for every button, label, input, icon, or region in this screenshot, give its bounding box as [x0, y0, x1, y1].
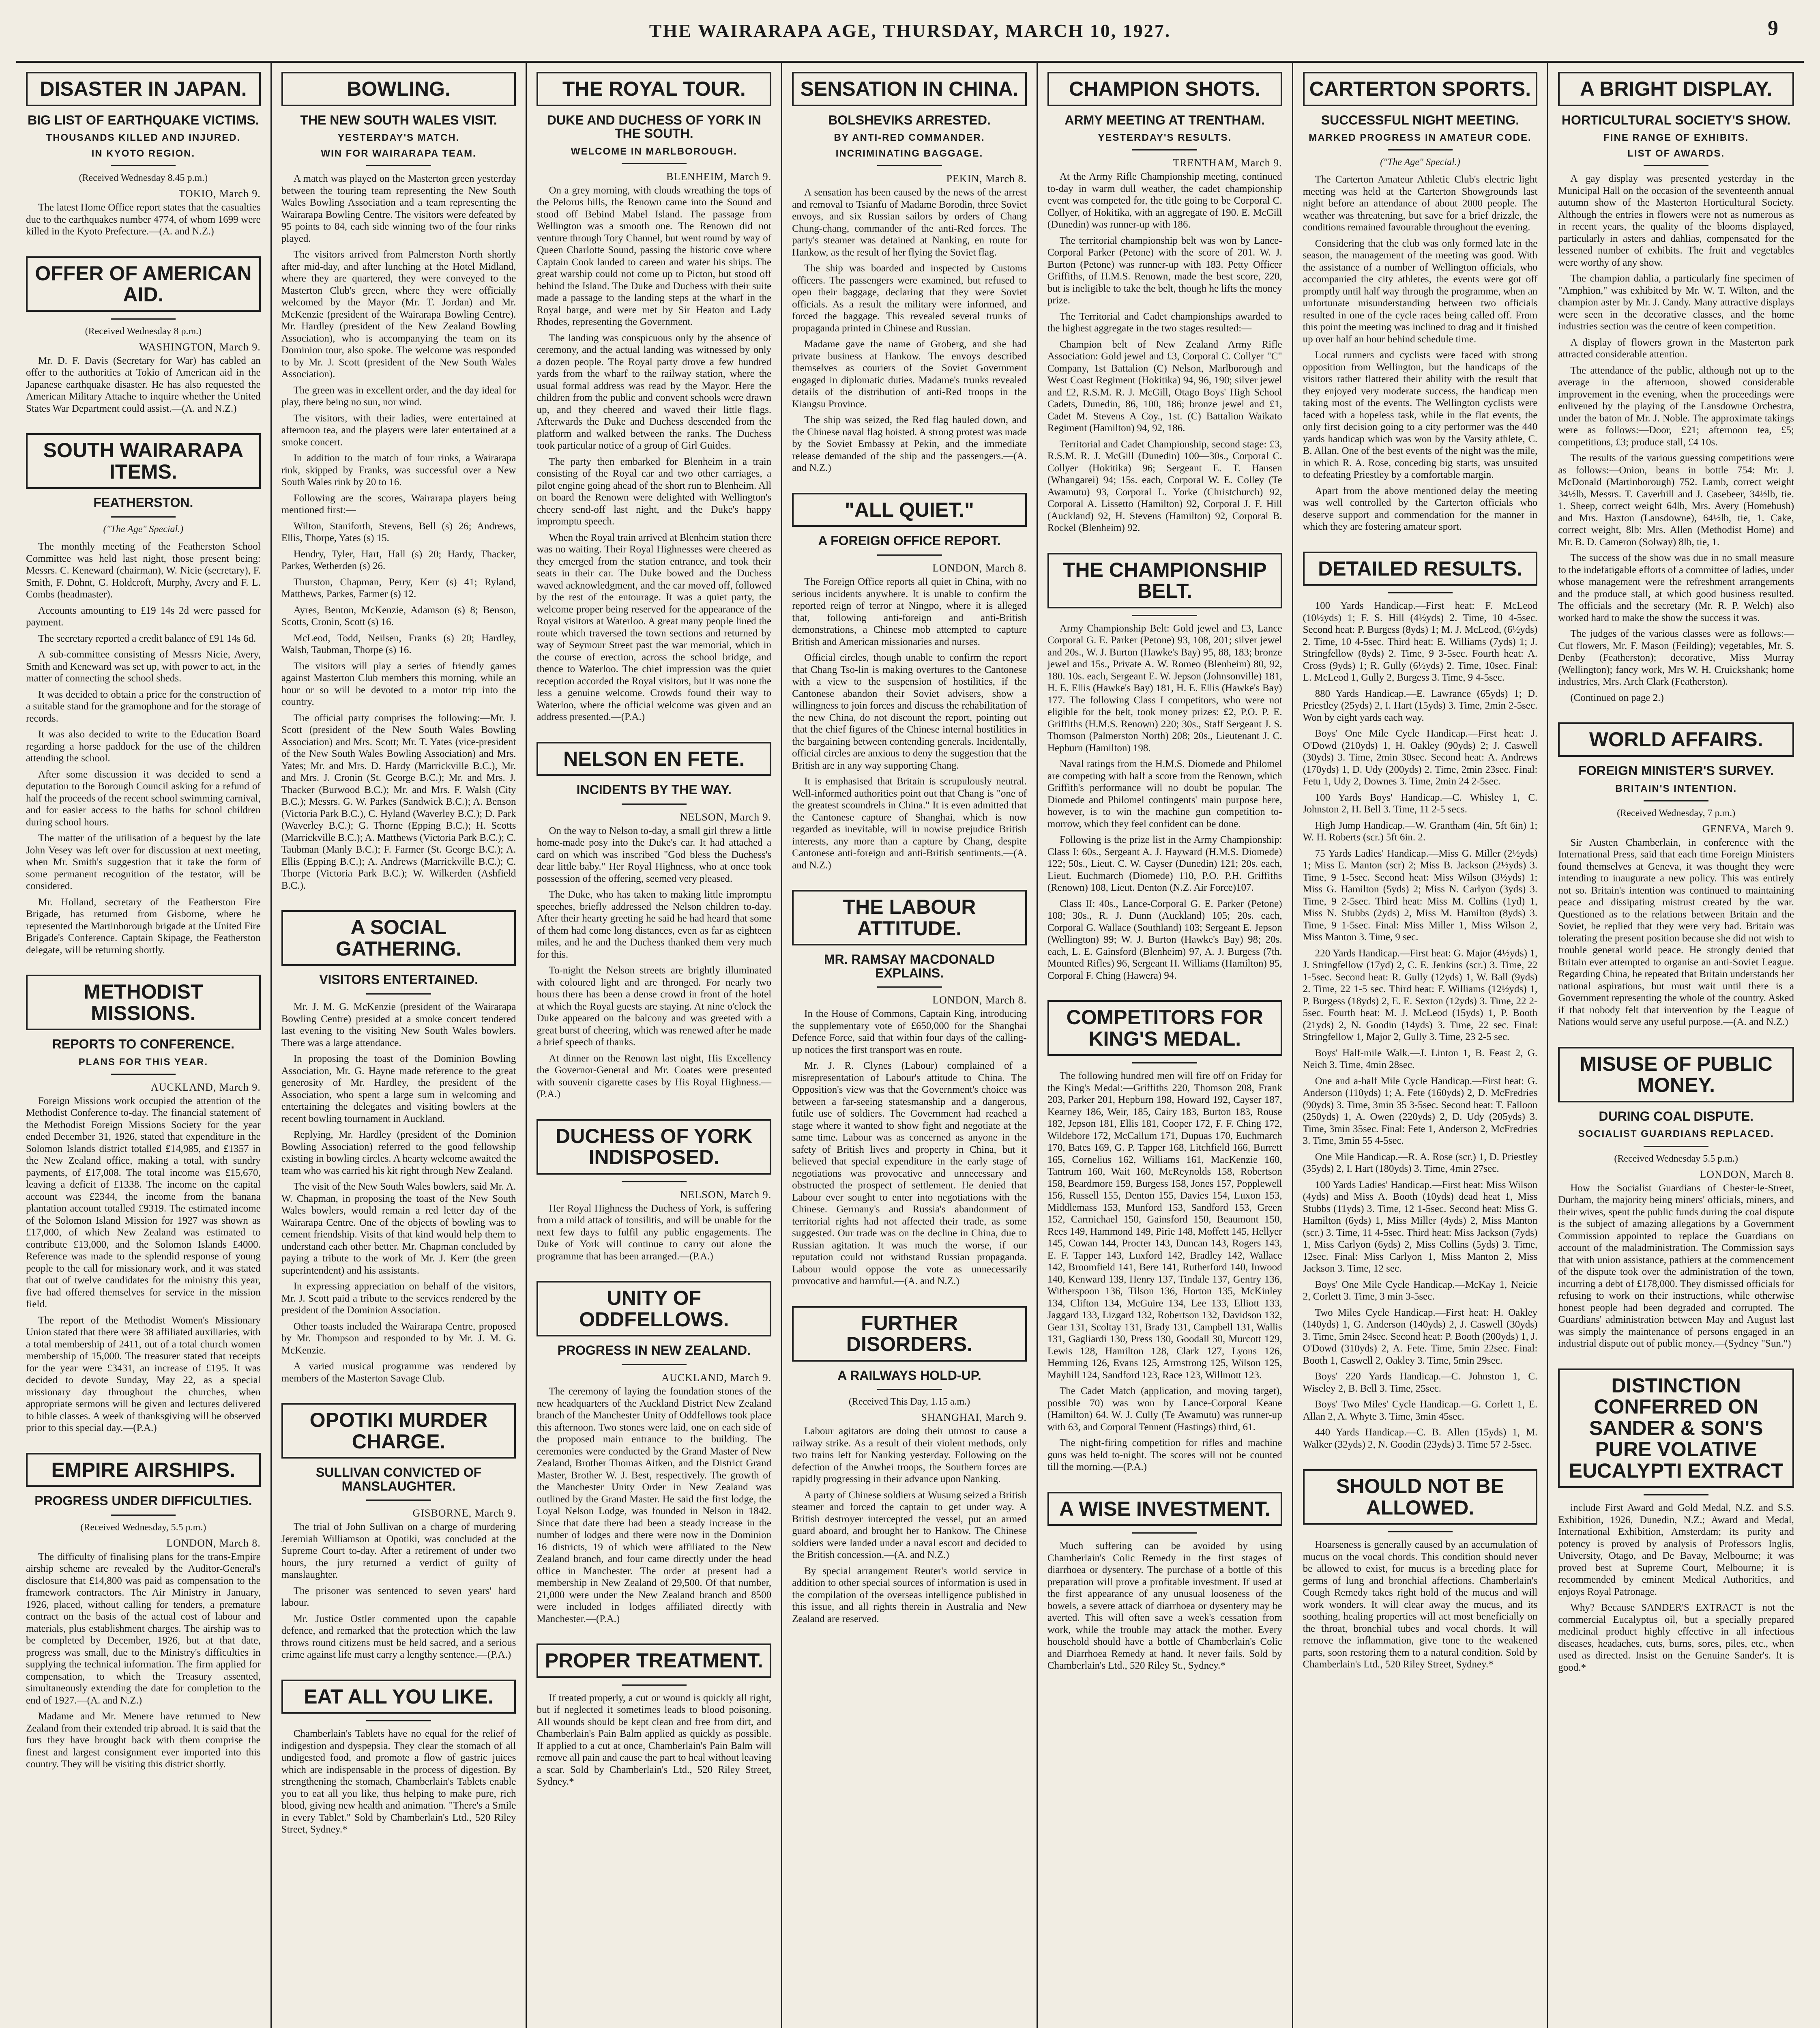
article	[1047, 72, 1282, 534]
dateline: GENEVA, March 9.	[1702, 823, 1794, 835]
article-paragraph: Naval ratings from the H.M.S. Diomede and Philomel are competing with half a score from the Renown, which Griffith's performance will no doubt be popular. The Diomede and Philomel contingents' main purpose here, however, is to win the machine gun competition to-morrow, which they feel confident can be done.	[1047, 758, 1282, 829]
article-subheading: A RAILWAYS HOLD-UP.	[837, 1368, 981, 1383]
article-headline: BOWLING.	[281, 72, 516, 106]
article-headline: NELSON EN FETE.	[537, 742, 771, 776]
article-paragraph: Madame and Mr. Menere have returned to New Zealand from their extended trip abroad. It is said that the furs they have brought back with them comprise the finest and largest consignment ever imported into this country. They will be visiting this district shortly.	[26, 1711, 261, 1770]
article	[792, 890, 1027, 1287]
article-subheading: THE NEW SOUTH WALES VISIT.	[300, 112, 497, 127]
divider-rule	[622, 803, 687, 805]
article	[792, 493, 1027, 871]
article-paragraph: A gay display was presented yesterday in the Municipal Hall on the occasion of the seventeenth annual autumn show of the Masterton Horticultural Society. Although the entries in flowers were not as numerous as in recent years, the quality of the blooms displayed, particularly in asters and dahlias, compensated for the lessened number of exhibits. The fruit and vegetables were worthy of any show.	[1558, 173, 1794, 268]
article-paragraph: A match was played on the Masterton green yesterday between the touring team representing the New South Wales Bowling Association and a team representing the Wairarapa Bowling Centre. The visitors were defeated by 95 points to 84, each side winning two of the four rinks played.	[281, 173, 516, 244]
article-paragraph: The champion dahlia, a particularly fine specimen of "Amphion," was exhibited by Mr. W. T. Wilton, and the champion aster by Mr. J. Candy. Many attractive displays were seen in the decorative classes, and the home industries section was the centre of keen competition.	[1558, 273, 1794, 332]
article-subheading: ARMY MEETING AT TRENTHAM.	[1065, 112, 1265, 127]
article-subheading: WELCOME IN MARLBOROUGH.	[571, 146, 737, 157]
article	[1558, 72, 1794, 704]
article-paragraph: McLeod, Todd, Neilsen, Franks (s) 20; Hardley, Walsh, Taubman, Thorpe (s) 16.	[281, 632, 516, 656]
article	[1303, 72, 1538, 533]
article-paragraph: High Jump Handicap.—W. Grantham (4in, 5ft 6in) 1; W. H. Roberts (scr.) 5ft 6in. 2.	[1303, 820, 1538, 843]
received-line: (Received Wednesday, 5.5 p.m.)	[80, 1522, 206, 1533]
article-paragraph: In proposing the toast of the Dominion Bowling Association, Mr. G. Hayne made reference to the great generosity of Mr. Hardley, the president of the Association, who spent a large sum in welcoming and entertaining the delegates and visiting bowlers at the recent bowling tournament in Auckland.	[281, 1053, 516, 1124]
article-paragraph: One and a-half Mile Cycle Handicap.—First heat: G. Anderson (110yds) 1; A. Fete (160yds) 2, D. McFredries (90yds) 3. Time, 3min 35 3-5sec. Second heat: T. Falloon (250yds) 1, A. Owen (220yds) 2, D. Udy (205yds) 3. Time, 3min 35sec. Final: Fete 1, Anderson 2, McFredries 3. Time, 3min 55 4-5sec.	[1303, 1075, 1538, 1147]
special-note: ("The Age" Special.)	[1380, 157, 1460, 168]
article	[537, 742, 771, 1100]
article-paragraph: The ceremony of laying the foundation stones of the new headquarters of the Auckland District New Zealand branch of the Manchester Unity of Oddfellows took place this afternoon. Two stones were laid, one on each side of the proposed main entrance to the building. The ceremonies were conducted by the Grand Master of New Zealand, Brother Thomas Aitken, and the District Grand Master, Brother W. J. Best, respectively. The growth of the Manchester Unity Order in New Zealand was outlined by the Grand Master. He said the first lodge, the Loyal Nelson Lodge, was founded in Nelson in 1842. Since that date there had been a steady increase in the number of lodges and there were now in the Dominion 16 districts, 19 of which were affiliated to the New Zealand branch, and four came directly under the head office in Manchester. The order at present had a membership in New Zealand of 29,500. Of that number, 21,000 were under the New Zealand branch and 8500 were included in lodges affiliated directly with Manchester.—(P.A.)	[537, 1386, 772, 1624]
article-paragraph: Two Miles Cycle Handicap.—First heat: H. Oakley (140yds) 1, G. Anderson (140yds) 2, J. Caswell (30yds) 3. Time, 5min 24sec. Second heat: P. Booth (200yds) 1, J. O'Dowd (310yds) 2, A. Fete. Time, 5min 22sec. Final: Booth 1, Caswell 2, Oakley 3. Time, 5min 29sec.	[1303, 1307, 1538, 1366]
article-subheading: HORTICULTURAL SOCIETY'S SHOW.	[1561, 112, 1791, 127]
article-paragraph: Chamberlain's Tablets have no equal for the relief of indigestion and dyspepsia. They clear the stomach of all undigested food, and promote a flow of gastric juices which are indispensable in the process of digestion. By strengthening the stomach, Chamberlain's Tablets enable you to eat all you like, thus helping to make pure, rich blood, giving new health and animation. "There's a Smile in every Tablet." Sold by Chamberlain's Ltd., 520 Riley Street, Sydney.*	[281, 1728, 516, 1835]
article	[1303, 552, 1538, 1451]
article	[281, 910, 516, 1384]
article-subheading: PLANS FOR THIS YEAR.	[78, 1056, 208, 1068]
article-subheading: FEATHERSTON.	[93, 495, 193, 510]
article-paragraph: The secretary reported a credit balance of £91 14s 6d.	[38, 633, 256, 644]
column	[16, 63, 272, 2028]
article-paragraph: One Mile Handicap.—R. A. Rose (scr.) 1, D. Priestley (35yds) 2, I. Hart (180yds) 3. Time, 4min 27sec.	[1303, 1151, 1538, 1175]
article-paragraph: Considering that the club was only formed late in the season, the management of the meeting was good. With the assistance of a number of Wellington officials, who accompanied the city athletes, the events were got off promptly until half way through the programme, when an unfortunate misunderstanding between two officials resulted in one of the cycle races being called off. From this point the meeting was inclined to drag and it finished up over half an hour behind schedule time.	[1303, 238, 1538, 345]
received-line: (Received Wednesday 8 p.m.)	[85, 326, 202, 337]
article-subheading: A FOREIGN OFFICE REPORT.	[818, 533, 1001, 548]
article	[26, 72, 261, 238]
article-paragraph: The following hundred men will fire off on Friday for the King's Medal:—Griffiths 220, Thomson 208, Frank 203, Parker 201, Hepburn 198, Howard 192, Cayser 187, Kearney 186, Weir, 185, Cairy 183, Burton 183, Rouse 182, Jepson 181, Ellis 181, Cooper 172, F. F. Ching 172, Wildebore 172, McCallum 171, Dupuas 170, Euchmarch 170, Bates 169, G. P. Tapper 168, Litchfield 166, Burrett 165, Cornelius 162, Williams 161, MacKenzie 160, Tantrum 160, Wait 160, McReynolds 158, Robertson 158, Beardmore 159, Burgess 158, Jones 157, Popplewell 156, Russell 155, Denton 155, Davies 154, Luxon 153, Middlemass 153, Munford 153, Sandford 153, Green 152, Carmichael 150, Gainsford 150, Beaumont 150, Rees 149, Hammond 149, Pirie 148, Moffett 145, Hellyer 145, Cowan 144, Procter 143, Duncan 143, Rogers 143, E. F. Tapper 143, Luxford 142, Bradley 142, Wallace 142, Broomfield 141, Bere 141, Rutherford 140, Inwood 140, Kenward 139, Henry 137, Tindale 137, Gentry 136, Witherspoon 136, Tilson 136, Horton 135, McKinley 134, Clifton 134, McGuire 134, Lee 133, Elliott 133, Jaggard 133, Lizgard 132, Robertson 132, Davidson 132, Gear 131, Scoltay 131, Brady 131, Campbell 131, Wallis 131, Gagliardi 130, Press 130, Goodall 30, Murcott 129, Lewis 128, Hamilton 128, Clark 127, Lyons 126, Hemming 126, Evans 125, Armstrong 125, Wilson 125, Mayhill 124, Sandford 123, Race 123, Willmott 123.	[1047, 1070, 1282, 1381]
article-paragraph: Mr. J. R. Clynes (Labour) complained of a misrepresentation of Labour's attitude to China. The Opposition's view was that the Government's choice was between a far-seeing statesmanship and a dangerous, futile use of soldiers. The Government had reached a stage where it wanted to show fight and negotiate at the same time. Labour was as concerned as anyone in the safety of British lives and property in China, but it believed that special expenditure in the early stage of negotiations was provocative and unnecessary and obstructed the prospect of settlement. He denied that Labour ever sought to enter into negotiations with the Chinese. Germany's and Russia's abandonment of territorial rights had not affected their trade, as some suggested. Our trade was on the decline in China, due to Russian agitation. It was much the worse, if our reputation could not withstand Russian propaganda. Labour would oppose the vote as unnecessarily provocative and harmful.—(A. and N.Z.)	[792, 1060, 1027, 1287]
divider-rule	[622, 1684, 687, 1686]
column	[1293, 63, 1549, 2028]
article-paragraph: To-night the Nelson streets are brightly illuminated with coloured light and are thronged. For nearly two hours there has been a dense crowd in front of the hotel at which the Royal guests are staying. At nine o'clock the Duke appeared on the balcony and was greeted with a great burst of cheering, which was renewed after he made a brief speech of thanks.	[537, 965, 772, 1048]
article	[537, 1119, 771, 1263]
article-paragraph: Hoarseness is generally caused by an accumulation of mucus on the vocal chords. This condition should never be allowed to exist, for mucus is a breeding place for germs of lung and bronchial affections. Chamberlain's Cough Remedy takes right hold of the mucus and will work wonders. It will clear away the mucus, and its soothing, healing properties will act most beneficially on the throat, bronchial tubes and vocal chords. It will remove the inflammation, give tone to the weakened parts, soon restoring them to a natural condition. Sold by Chamberlain's Ltd., 520 Riley Street, Sydney.*	[1303, 1539, 1538, 1670]
article-paragraph: 100 Yards Ladies' Handicap.—First heat: Miss Wilson (4yds) and Miss A. Booth (10yds) dead heat 1, Miss Stubbs (11yds) 3. Time, 12 1-5sec. Second heat: Miss G. Hamilton (6yds) 1, Miss Miller (4yds) 2, Miss Manton (scr.) 3. Time, 11 4-5sec. Third heat: Miss Jackson (7yds) 1, Miss Carlyon (6yds) 2, Miss Collins (5yds) 3. Time, 12sec. Final: Miss Carlyon 1, Miss Manton 2, Miss Jackson 3. Time, 12 sec.	[1303, 1179, 1538, 1274]
article-headline: THE CHAMPIONSHIP BELT.	[1047, 553, 1282, 608]
dateline: LONDON, March 8.	[932, 994, 1027, 1006]
article-paragraph: The Cadet Match (application, and moving target), possible 70) was won by Lance-Corporal Keane (Hamilton) 64. W. J. Cully (Te Awamutu) was runner-up with 63, and Corporal Tennent (Hastings) third, 61.	[1047, 1386, 1282, 1433]
article-paragraph: Ayres, Benton, McKenzie, Adamson (s) 8; Benson, Scotts, Cronin, Scott (s) 16.	[281, 604, 516, 628]
article-headline: SOUTH WAIRARAPA ITEMS.	[26, 433, 261, 489]
dateline: BLENHEIM, March 9.	[666, 170, 772, 183]
article-headline: MISUSE OF PUBLIC MONEY.	[1558, 1047, 1794, 1102]
article	[1558, 1047, 1794, 1350]
column	[272, 63, 527, 2028]
article-paragraph: include First Award and Gold Medal, N.Z. and S.S. Exhibition, 1926, Dunedin, N.Z.; Award and Medal, International Exhibition, Amsterdam; its purity and potency is proved by analysis of Professors Inglis, University, Otago, and De Bavay, Melbourne; it was proved best at Supreme Court, Melbourne; it is recommended by eminent Medical Authorities, and enjoys Royal Patronage.	[1558, 1502, 1794, 1597]
article-subheading: IN KYOTO REGION.	[91, 148, 195, 159]
article-subheading: BY ANTI-RED COMMANDER.	[834, 132, 985, 144]
dateline: GISBORNE, March 9.	[412, 1507, 516, 1519]
article-headline: WORLD AFFAIRS.	[1558, 722, 1794, 757]
divider-rule	[1132, 1062, 1197, 1063]
article-paragraph: Boys' One Mile Cycle Handicap.—McKay 1, Neicie 2, Corlett 3. Time, 3 min 3-5sec.	[1303, 1279, 1538, 1302]
divider-rule	[111, 318, 176, 320]
article-paragraph: The ship was boarded and inspected by Customs officers. The passengers were examined, but refused to open their baggage, declaring that they were Soviet officials. As a result the military were informed, and forced the baggage. This revealed several trunks of propaganda printed in Chinese and Russian.	[792, 263, 1027, 334]
article-headline: THE LABOUR ATTITUDE.	[792, 890, 1027, 945]
article-paragraph: The report of the Methodist Women's Missionary Union stated that there were 38 affiliated auxiliaries, with a total membership of 2411, out of a total church women membership of 15,000. The treasurer stated that receipts for the year were £3431, an increase of £195. It was decided to devote Sunday, May 22, as a special missionary day throughout the churches, when appropriate sermons will be given and lectures delivered to bible classes. A week of thanksgiving will be observed prior to this special day.—(P.A.)	[26, 1315, 261, 1434]
article-paragraph: Champion belt of New Zealand Army Rifle Association: Gold jewel and £3, Corporal C. Collyer "C" Company, 1st Battalion (C) Nelson, Marlborough and West Coast Regiment (Hokitika) 94, 96, 190; silver jewel and £2, R.S.M. R. J. McGill, Otago Boys' High School Cadets, Dunedin, 86, 100, 186; bronze jewel and £1, Cadet M. Stevens A Coy., 1st. (C) Battalion Waikato Regiment (Hamilton) 94, 92, 186.	[1047, 339, 1282, 434]
article	[1558, 1368, 1794, 1674]
article	[1558, 722, 1794, 1028]
divider-rule	[1388, 592, 1453, 593]
article-paragraph: It was also decided to write to the Education Board regarding a horse paddock for the use of the children attending the school.	[26, 729, 261, 764]
article-paragraph: On the way to Nelson to-day, a small girl threw a little home-made posy into the Duke's car. It had attached a card on which was inscribed "God bless the Duchess's dear little baby." Her Royal Highness, who at once took possession of the offering, seemed very pleased.	[537, 825, 772, 884]
divider-rule	[1644, 165, 1708, 166]
article	[1047, 1492, 1282, 1672]
divider-rule	[1388, 1531, 1453, 1532]
article-paragraph: The latest Home Office report states that the casualties due to the earthquakes number 4774, of whom 1699 were killed in the Kyoto Prefecture.—(A. and N.Z.)	[26, 202, 261, 237]
divider-rule	[1132, 149, 1197, 150]
divider-rule	[111, 516, 176, 518]
divider-rule	[877, 986, 942, 988]
received-line: (Received Wednesday 8.45 p.m.)	[79, 173, 208, 184]
article-paragraph: Following is the prize list in the Army Championship: Class I: 60s., Sergeant A. J. Hayward (H.M.S. Diomede) 122; 50s., Lieut. C. W. Cayser (Dunedin) 121; 20s. each, Lieut. Euchmarch (Diomede) 110, P.O. P.H. Griffiths (Renown) 108, Lieut. Denton (N.Z. Air Force)107.	[1047, 834, 1282, 894]
divider-rule	[111, 1074, 176, 1075]
article-paragraph: The judges of the various classes were as follows:—Cut flowers, Mr. F. Mason (Feilding); vegetables, Mr. S. Denby (Featherston); decorative, Miss Murray (Wellington); fancy work, Mrs W. H. Cruickshank; home industries, Mrs. Arch Clark (Featherston).	[1558, 628, 1794, 687]
article-paragraph: Why? Because SANDER'S EXTRACT is not the commercial Eucalyptus oil, but a specially prepared medicinal product highly effective in all infectious diseases, headaches, cuts, burns, sores, piles, etc., when used as directed. Insist on the Genuine Sander's. It is good.*	[1558, 1602, 1794, 1673]
article-paragraph: Other toasts included the Wairarapa Centre, proposed by Mr. Thompson and responded to by Mr. J. M. G. McKenzie.	[281, 1321, 516, 1356]
article-subheading: WIN FOR WAIRARAPA TEAM.	[321, 148, 476, 159]
article-paragraph: 220 Yards Handicap.—First heat: G. Major (4½yds) 1, J. Stringfellow (17yd) 2, C. E. Jenkins (scr.) 3. Time, 22 1-5sec. Second heat: R. Gully (12yds) 1, W. Ball (9yds) 2. Time, 22 1-5 sec. Third heat: F. Williams (12½yds) 1, P. Burgess (18yds) 2, E. E. Sexton (12yds) 3. Time, 22 2-5sec. Fourth heat: M. J. McLeod (15yds) 1, P. Booth (21yds) 2, N. Goodin (14yds) 3. Time, 22 sec. Final: Stringfellow 1, Major 2, Gully 3. Time, 23 2-5 sec.	[1303, 947, 1538, 1043]
article-subheading: LIST OF AWARDS.	[1627, 148, 1725, 159]
article	[26, 433, 261, 956]
article-paragraph: Official circles, though unable to confirm the report that Chang Tso-lin is making overtures to the Cantonese with a view to the suspension of hostilities, if the Cantonese abandon their Soviet advisers, show a willingness to join forces and discuss the rehabilitation of the new China, do not discount the report, pointing out that the chief figures of the Chinese internal hostilities in the bargaining between contending generals. Incidentally, official circles are anxious to deny the suggestion that the British are in any way supporting Chang.	[792, 652, 1027, 771]
article-headline: DISTINCTION CONFERRED ON SANDER & SON'S PURE VOLATIVE EUCALYPTI EXTRACT	[1558, 1368, 1794, 1488]
masthead-title: THE WAIRARAPA AGE, THURSDAY, MARCH 10, 1927.	[649, 20, 1171, 41]
dateline: PEKIN, March 8.	[946, 173, 1027, 185]
article-paragraph: Accounts amounting to £19 14s 2d were passed for payment.	[26, 605, 261, 628]
divider-rule	[1388, 149, 1453, 150]
article-subheading: BIG LIST OF EARTHQUAKE VICTIMS.	[28, 112, 259, 127]
article-paragraph: At dinner on the Renown last night, His Excellency the Governor-General and Mr. Coates were presented with souvenir cigarette cases by His Royal Highness.—(P.A.)	[537, 1053, 772, 1100]
article-paragraph: Replying, Mr. Hardley (president of the Dominion Bowling Association) referred to the good fellowship existing in bowling circles. A hearty welcome awaited the team who was carried his kit right through New Zealand.	[281, 1129, 516, 1176]
article-headline: FURTHER DISORDERS.	[792, 1306, 1027, 1362]
article	[792, 1306, 1027, 1625]
article-paragraph: The trial of John Sullivan on a charge of murdering Jeremiah Williamson at Opotiki, was concluded at the Supreme Court to-day. After a retirement of under two hours, the jury returned a verdict of guilty of manslaughter.	[281, 1521, 516, 1581]
divider-rule	[622, 1364, 687, 1365]
article-paragraph: Mr. J. M. G. McKenzie (president of the Wairarapa Bowling Centre) presided at a smoke concert tendered last evening to the visiting New South Wales bowlers. There was a large attendance.	[281, 1001, 516, 1048]
article-paragraph: A party of Chinese soldiers at Wusung seized a British steamer and forced the captain to get under way. A British destroyer intercepted the vessel, put an armed guard aboard, and brought her to Hankow. The Chinese soldiers were landed under a naval escort and decided to the British concession.—(A. and N.Z.)	[792, 1489, 1027, 1561]
divider-rule	[366, 1720, 431, 1721]
article-subheading: PROGRESS IN NEW ZEALAND.	[557, 1343, 751, 1358]
article-headline: SHOULD NOT BE ALLOWED.	[1303, 1469, 1538, 1525]
received-line: (Received Wednesday 5.5 p.m.)	[1614, 1153, 1738, 1164]
article-paragraph: Army Championship Belt: Gold jewel and £3, Lance Corporal G. E. Parker (Petone) 93, 108, 201; silver jewel and 20s., W. J. Burton (Hawke's Bay) 95, 88, 183; bronze jewel and 15s., Private A. W. Romeo (Blenheim) 80, 92, 180. 10s. each, Sergeant E. W. Jepson (Johnsonville) 181, H. E. Ellis (Hawke's Bay) 181, H. E. Ellis (Hawke's Bay) 177. The following Class I competitors, who were not eligible for the belt, took money prizes: £2, P.O. P. E. Griffiths (H.M.S. Renown) 220; 30s., Staff Sergeant J. S. Thomson (Palmerston North) 208; 20s., Lieutenant J. C. Hepburn (Hamilton) 198.	[1047, 623, 1282, 754]
article-paragraph: 100 Yards Boys' Handicap.—C. Whisley 1, C. Johnston 2, H. Bell 3. Time, 11 2-5 secs.	[1303, 792, 1538, 815]
divider-rule	[1644, 1146, 1708, 1147]
article-paragraph: The ship was seized, the Red flag hauled down, and the Chinese naval flag hoisted. A strong protest was made by the Soviet Embassy at Pekin, and the immediate release demanded of the ship and the passengers.—(A. and N.Z.)	[792, 415, 1027, 474]
article	[26, 256, 261, 415]
article-paragraph: 100 Yards Handicap.—First heat: F. McLeod (10½yds) 1; F. S. Hill (4½yds) 2. Time, 10 4-5sec. Second heat: P. Burgess (8yds) 1; M. J. McLeod, (6½yds) 2. Time, 10 4-5sec. Third heat: E. Williams (7yds) 1; J. Stringfellow (8yds) 2. Time, 9 3-5sec. Fourth heat: A. Cross (9yds) 1; R. Gully (6½yds) 2. Time, 10sec. Final: L. McLeod 1, Gully 2, Burgess 3. Time, 9 4-5sec.	[1303, 600, 1538, 683]
article-headline: OPOTIKI MURDER CHARGE.	[281, 1403, 516, 1459]
dateline: TOKIO, March 9.	[178, 188, 261, 200]
article-headline: DUCHESS OF YORK INDISPOSED.	[537, 1119, 771, 1175]
article-paragraph: Her Royal Highness the Duchess of York, is suffering from a mild attack of tonsilitis, and will be unable for the next few days to fulfil any public engagements. The Duke of York will continue to carry out alone the programme that has been arranged.—(P.A.)	[537, 1203, 772, 1262]
article-headline: SENSATION IN CHINA.	[792, 72, 1027, 106]
page-number: 9	[1768, 17, 1779, 40]
article-paragraph: The results of the various guessing competitions were as follows:—Onion, beans in bottle 754: Mr. J. McDonald (Martinborough) 752. Lamb, correct weight 34½lb, Messrs. T. Caverhill and J. Casebeer, 34½lb, tie. 1. Sheep, correct weight 64lb, Mrs. Avery (Homebush) and Mrs. Haxton (Lansdowne), 64½lb, tie, 1. Cake, correct weight, 8lb: Mrs. Allen (Methodist Home) and Mr. B. D. Cameron (Solway) 8lb, tie, 1.	[1558, 453, 1794, 548]
divider-rule	[366, 993, 431, 995]
article-subheading: FINE RANGE OF EXHIBITS.	[1603, 132, 1749, 144]
divider-rule	[1132, 1532, 1197, 1534]
article-paragraph: In addition to the match of four rinks, a Wairarapa rink, skipped by Franks, was successful over a New South Wales rink by 20 to 16.	[281, 453, 516, 488]
article	[281, 72, 516, 892]
article-paragraph: The success of the show was due in no small measure to the indefatigable efforts of a committee of ladies, under whose management were the refreshment arrangements and the produce stall, at which good business resulted. The officials and the secretary (Mr. R. P. Welch) also worked hard to make the show the success it was.	[1558, 552, 1794, 623]
article-subheading: DURING COAL DISPUTE.	[1599, 1109, 1753, 1124]
article-paragraph: The green was in excellent order, and the day ideal for play, there being no sun, nor wind.	[281, 385, 516, 408]
article-subheading: INCIDENTS BY THE WAY.	[576, 782, 732, 797]
article-paragraph: A sensation has been caused by the news of the arrest and removal to Tsianfu of Madame Borodin, three Soviet envoys, and six Russian sailors by orders of Chang Chung-chang, commander of the anti-Red forces. The party's steamer was detained at Nanking, en route for Hankow, as the result of her flying the Soviet flag.	[792, 187, 1027, 258]
article-paragraph: It is emphasised that Britain is scrupulously neutral. Well-informed authorities point out that Chang is "one of the greatest scoundrels in China." It is even admitted that the Cantonese capture of Shanghai, which is now regarded as inevitable, will in nowise prejudice British interests, any more than a capture by Chang, despite Cantonese anti-foreign and anti-British sentiments.—(A. and N.Z.)	[792, 776, 1027, 871]
article-paragraph: Hendry, Tyler, Hart, Hall (s) 20; Hardy, Thacker, Parkes, Wetherden (s) 26.	[281, 548, 516, 572]
article-headline: CHAMPION SHOTS.	[1047, 72, 1282, 106]
divider-rule	[622, 163, 687, 164]
article-paragraph: How the Socialist Guardians of Chester-le-Street, Durham, the majority being miners' officials, miners, and their wives, spent the public funds during the coal dispute is the subject of amazing allegations by a Government Commission appointed to replace the Guardians on account of the maladministration. The Commission says that with union assistance, pathiers at the commencement of the dispute took over the administration of the town, incurring a debt of £178,000. They dismissed officials for refusing to work on their instructions, while otherwise honest people had been degraded and corrupted. The Guardians' administration between May and August last was simply the maintenance of persons engaged in an industrial dispute out of public money.—(Sydney "Sun.")	[1558, 1182, 1794, 1349]
article-subheading: YESTERDAY'S RESULTS.	[1098, 132, 1232, 144]
special-note: ("The Age" Special.)	[103, 524, 184, 535]
article-paragraph: The Foreign Office reports all quiet in China, with no serious incidents anywhere. It is unable to confirm the reported reign of terror at Ningpo, where it is alleged that, following anti-foreign and anti-British demonstrations, a Chinese mob attempted to capture British and American missionaries and nurses.	[792, 576, 1027, 647]
article-paragraph: Boys' One Mile Cycle Handicap.—First heat: J. O'Dowd (210yds) 1, H. Oakley (90yds) 2; J. Caswell (30yds) 3. Time, 2min 30sec. Second heat: A. Andrews (170yds) 1, D. Udy (200yds) 2. Time, 2min 23sec. Final: Fetu 1, Udy 2, Downes 3. Time, 2min 24 2-5sec.	[1303, 728, 1538, 787]
article-paragraph: After some discussion it was decided to send a deputation to the Borough Council asking for a refund of half the proceeds of the recent school swimming carnival, and for easier access to the baths for school children during school hours.	[26, 769, 261, 828]
divider-rule	[366, 165, 431, 166]
article-paragraph: Thurston, Chapman, Perry, Kerr (s) 41; Ryland, Matthews, Parkes, Farmer (s) 12.	[281, 576, 516, 600]
dateline: LONDON, March 8.	[166, 1537, 261, 1549]
divider-rule	[111, 1515, 176, 1516]
article-subheading: BOLSHEVIKS ARRESTED.	[828, 112, 991, 127]
article-paragraph: Foreign Missions work occupied the attention of the Methodist Conference to-day. The financial statement of the Methodist Foreign Missions Society for the year ended December 31, 1926, stated that expenditure in the Solomon Islands district totalled £14,985, and £1357 in the New Zealand office, making a total, with sundry payments, of £17,008. The total income was £15,670, leaving a deficit of £1338. The income on the capital account was £2344, the income from the banana plantation account totalled £9319. The estimated income of the Solomon Island Mission for 1927 was shown as £17,000, of which New Zealand was estimated to contribute £13,000, and the Solomon Islands £4000. Reference was made to the splendid response of young people to the call for missionary work, and it was stated that out of twelve candidates for the ministry this year, five had offered themselves for service in the mission field.	[26, 1095, 261, 1310]
article-headline: OFFER OF AMERICAN AID.	[26, 256, 261, 312]
article-subheading: INCRIMINATING BAGGAGE.	[835, 148, 983, 159]
divider-rule	[877, 1389, 942, 1390]
article-subheading: DUKE AND DUCHESS OF YORK IN THE SOUTH.	[547, 112, 761, 141]
article-paragraph: The Territorial and Cadet championships awarded to the highest aggregate in the two stages resulted:—	[1047, 311, 1282, 334]
article-paragraph: The visitors will play a series of friendly games against Masterton Club members this morning, while an hour or so will be devoted to a motor trip into the country.	[281, 660, 516, 708]
article-headline: A WISE INVESTMENT.	[1047, 1492, 1282, 1526]
article-paragraph: Much suffering can be avoided by using Chamberlain's Colic Remedy in the first stages of diarrhoea or dysentery. The purchase of a bottle of this preparation will prove a profitable investment. If used at the first appearance of any unusual looseness of the bowels, a severe attack of diarrhoea or dysentery may be averted. This will often save a week's cessation from work, while the trouble may attack the mother. Every household should have a bottle of Chamberlain's Colic and Diarrhoea Remedy at hand. It never fails. Sold by Chamberlain's Ltd., 520 Riley St., Sydney.*	[1047, 1540, 1282, 1671]
article	[537, 1281, 771, 1625]
received-line: (Received This Day, 1.15 a.m.)	[848, 1396, 970, 1407]
article-subheading: FOREIGN MINISTER'S SURVEY.	[1578, 763, 1774, 778]
received-line: (Received Wednesday, 7 p.m.)	[1617, 808, 1736, 819]
article-headline: A SOCIAL GATHERING.	[281, 910, 516, 966]
article-headline: "ALL QUIET."	[792, 493, 1027, 527]
article-headline: THE ROYAL TOUR.	[537, 72, 771, 106]
article	[537, 1643, 771, 1788]
article-headline: DISASTER IN JAPAN.	[26, 72, 261, 106]
article	[1047, 553, 1282, 982]
article-paragraph: The difficulty of finalising plans for the trans-Empire airship scheme are revealed by the Auditor-General's disclosure that £14,800 was paid as compensation to the framework contractors. The Air Ministry in January, 1926, placed, without calling for tenders, a premature contract on the basis of the actual cost of labour and materials, plus establishment charges. The airship was to be completed by December, 1926, but at that date, progress was small, due to the Ministry's difficulties in supplying the technical information. The firm applied for compensation, to which the Treasury assented, simultaneously extending the date for completion to the end of 1927.—(A. and N.Z.)	[26, 1551, 261, 1706]
divider-rule	[877, 165, 942, 166]
article-paragraph: 440 Yards Handicap.—C. B. Allen (15yds) 1, M. Walker (32yds) 2, N. Goodin (23yds) 3. Time 57 2-5sec.	[1303, 1427, 1538, 1450]
article-paragraph: Territorial and Cadet Championship, second stage: £3, R.S.M. R. J. McGill (Dunedin) 100—30s., Corporal C. Collyer (Hokitika) 96; Sergeant E. T. Hansen (Whangarei) 94; 15s. each, Corporal W. E. Colley (Te Awamutu) 93, Corporal L. Yorke (Christchurch) 92, Corporal A. Lissetto (Hamilton) 92, Corporal J. F. Hill (Auckland) 92, H. Stevens (Hamilton) 92, Corporal B. Rockel (Blenheim) 92.	[1047, 438, 1282, 534]
article-paragraph: On a grey morning, with clouds wreathing the tops of the Pelorus hills, the Renown came into the Sound and stood off Bebind Mabel Island. The passage from Wellington was a smooth one. The Renown did not venture through Tory Channel, but went round by way of Queen Charlotte Sound, passing the historic cove where Captain Cook landed to careen and water his ships. The great warship could not come up to Picton, but stood off behind the Island. The Duke and Duchess with their suite made a passage to the landing steps at the wharf in the Royal barge, and were met by Sir Heaton and Lady Rhodes, representing the Government.	[537, 185, 772, 328]
article-paragraph: Boys' 220 Yards Handicap.—C. Johnston 1, C. Wiseley 2, B. Bell 3. Time, 25sec.	[1303, 1371, 1538, 1394]
article-paragraph: Madame gave the name of Groberg, and she had private business at Hankow. The envoys described themselves as couriers of the Soviet Government engaged in diplomatic duties. Madame's trunks revealed details of the distribution of anti-Red troops in the Kiangsu Province.	[792, 339, 1027, 410]
article-headline: EMPIRE AIRSHIPS.	[26, 1453, 261, 1487]
article-paragraph: The territorial championship belt was won by Lance-Corporal Parker (Petone) with the score of 201. W. J. Burton (Petone) was runner-up with 183. Petty Officer Griffiths, of H.M.S. Renown, made the best score, 220, but is ineligible to take the belt, though he lifts the money prize.	[1047, 235, 1282, 306]
dateline: AUCKLAND, March 9.	[150, 1081, 261, 1093]
article-subheading: THOUSANDS KILLED AND INJURED.	[46, 132, 241, 144]
article-headline: A BRIGHT DISPLAY.	[1558, 72, 1794, 106]
masthead	[16, 0, 1804, 63]
article-paragraph: When the Royal train arrived at Blenheim station there was no waiting. Their Royal Highnesses were cheered as they emerged from the station entrance, and took their seats in their car. The Duke bowed and the Duchess waved acknowledgment, and the car moved off, followed by the rest of the entourage. It was a quiet party, the welcome proper being reserved for the appearance of the Royal visitors at Waterloo. A great many people lined the route which traversed the town sections and returned by way of Seymour Street past the war memorial, which in the course of erection, across the school bridge, and thence to Waterloo. The chief impression was the quiet reception accorded the Royal visitors, but it was none the less a genuine welcome. Crowds found their way to Waterloo, where the official welcome was given and an address presented.—(P.A.)	[537, 532, 772, 723]
article-paragraph: Sir Austen Chamberlain, in conference with the International Press, said that each time Foreign Ministers found themselves at Geneva, it was thought they were intending to inaugurate a new policy. This was entirely not so. Britain's intention was continued to maintaining peace and dissipating mistrust created by the war. Questioned as to the relations between Britain and the Soviet, he replied that they were very bad. Britain was tolerating the present position because she did not wish to trouble general world peace. He strongly denied that Britain ever attempted to organise an anti-Soviet League. Regarding China, he repeated that Britain understands her national aspirations, but must wait until there is a Government representing the whole of the country. Asked if that nobody felt that intervention by the League of Nations would serve any useful purpose.—(A. and N.Z.)	[1558, 837, 1794, 1028]
article-paragraph: A sub-committee consisting of Messrs Nicie, Avery, Smith and Keneward was set up, with power to act, in the matter of connecting the school sheds.	[26, 649, 261, 684]
article-paragraph: Local runners and cyclists were faced with strong opposition from Wellington, but the handicaps of the visitors rather flattered their ability with the result that they enjoyed very moderate success, the handicap men taking most of the events. The Wellington cyclists were faced with a hopeless task, while in the flat events, the only first decision going to a city performer was the 440 yards handicap which was won by the Varsity athlete, C. B. Allan. One of the best events of the night was the mile, in which R. A. Rose, conceding big starts, was unsuited to defeating Priestley by a comfortable margin.	[1303, 350, 1538, 481]
article-paragraph: Boys' Two Miles' Cycle Handicap.—G. Corlett 1, E. Allan 2, A. Whyte 3. Time, 3min 45sec.	[1303, 1399, 1538, 1422]
article-paragraph: Class II: 40s., Lance-Corporal G. E. Parker (Petone) 108; 30s., R. J. Dunn (Auckland) 105; 20s. each, Corporal G. Wallace (Southland) 103; Sergeant E. Jepson (Wellington) 99; W. J. Burton (Hawke's Bay) 98; 20s. each, L. E. Gainsford (Blenheim) 97, A. J. Burgess (7th. Mounted Rifles) 96, Sergeant H. Williams (Hamilton) 95, Corporal F. Ching (Hawera) 94.	[1047, 898, 1282, 981]
divider-rule	[111, 165, 176, 166]
article-subheading: SOCIALIST GUARDIANS REPLACED.	[1578, 1128, 1774, 1140]
article-paragraph: The attendance of the public, although not up to the average in the afternoon, showed considerable improvement in the evening, when the proceedings were enlivened by the playing of the Lansdowne Orchestra, under the baton of Mr. J. Noble. The approximate takings were as follows:—Door, £21; afternoon tea, £5; competitions, £3; produce stall, £4 10s.	[1558, 365, 1794, 448]
article-headline: EAT ALL YOU LIKE.	[281, 1680, 516, 1714]
article	[26, 1453, 261, 1770]
article-paragraph: Mr. D. F. Davis (Secretary for War) has cabled an offer to the authorities at Tokio of American aid in the Japanese earthquake disaster. He has also requested the American Military Attache to inquire whether the United States War Department could assist.—(A. and N.Z.)	[26, 355, 261, 414]
article-subheading: MR. RAMSAY MACDONALD EXPLAINS.	[824, 952, 995, 980]
column	[1548, 63, 1804, 2028]
column	[527, 63, 782, 2028]
dateline: SHANGHAI, March 9.	[921, 1411, 1027, 1424]
divider-rule	[1644, 1494, 1708, 1495]
article-paragraph: Apart from the above mentioned delay the meeting was well controlled by the Carterton officials who deserve support and commendation for the manner in which they are fostering amateur sport.	[1303, 485, 1538, 533]
dateline: WASHINGTON, March 9.	[139, 341, 261, 353]
divider-rule	[1132, 615, 1197, 616]
article-paragraph: The matter of the utilisation of a bequest by the late John Vesey was left over for discussion at next meeting, when Mr. Smith's suggestion that it take the form of some permanent recognition of the testator, will be considered.	[26, 833, 261, 892]
article-paragraph: Mr. Holland, secretary of the Featherston Fire Brigade, has returned from Gisborne, where he represented the Martinborough brigade at the United Fire Brigade's Conference. Captain Skipage, the Featherston delegate, will be returning shortly.	[26, 896, 261, 956]
article-paragraph: 75 Yards Ladies' Handicap.—Miss G. Miller (2½yds) 1; Miss E. Manton (scr) 2; Miss B. Jackson (2½yds) 3. Time, 9 1-5sec. Second heat: Miss Wilson (3½yds) 1; Miss G. Hamilton (5yds) 2; Miss N. Carlyon (3yds) 3. Time, 9 2-5sec. Third heat: Miss M. Collins (1yd) 1, Miss N. Stubbs (2yds) 2, Miss M. Hamilton (8yds) 3. Time, 9 1-5sec. Final: Miss Miller 1, Miss Wilson 2, Miss Manton 3. Time, 9 sec.	[1303, 848, 1538, 943]
article	[281, 1680, 516, 1836]
article-subheading: MARKED PROGRESS IN AMATEUR CODE.	[1309, 132, 1532, 144]
dateline: LONDON, March 8.	[932, 562, 1027, 574]
article-subheading: BRITAIN'S INTENTION.	[1615, 783, 1737, 794]
article-subheading: VISITORS ENTERTAINED.	[319, 972, 478, 987]
column	[782, 63, 1038, 2028]
article-paragraph: In the House of Commons, Captain King, introducing the supplementary vote of £650,000 for the Shanghai Defence Force, said that within four days of the calling-up notices the first transport was en route.	[792, 1008, 1027, 1055]
article-paragraph: The official party comprises the following:—Mr. J. Scott (president of the New South Wales Bowling Association) and Mrs. Scott; Mr. T. Yates (vice-president of the New South Wales Bowling Association) and Mrs. Yates; Mr. and Mrs. D. Hardy (Marrickville B.C.), Mr. and Mrs. J. Cronin (St. George B.C.); Mr. and Mrs. J. Thacker (Burwood B.C.); Mr. and Mrs. F. Walsh (City B.C.); Messrs. G. W. Parkes (Sandwick B.C.); A. Benson (Victoria Park B.C.), C. Hyland (Waverley B.C.); D. Park (Waverley B.C.); G. Thorne (Epping B.C.); H. Scotts (Marrickville B.C.); A. Matthews (Victoria Park B.C.); C. Taubman (Manly B.C.); F. Farmer (St. George B.C.); A. Ellis (Epping B.C.); A. Andrews (Marrickville B.C.); C. Thorpe (Victoria Park B.C.); W. Wilkerden (Ashfield B.C.).	[281, 712, 516, 891]
article-subheading: SULLIVAN CONVICTED OF MANSLAUGHTER.	[315, 1465, 482, 1493]
article-paragraph: A display of flowers grown in the Masterton park attracted considerable attention.	[1558, 337, 1794, 360]
article-paragraph: A varied musical programme was rendered by members of the Masterton Savage Club.	[281, 1361, 516, 1384]
article	[1047, 1000, 1282, 1473]
article-paragraph: It was decided to obtain a price for the construction of a suitable stand for the gramophone and for the storage of records.	[26, 689, 261, 724]
dateline: LONDON, March 8.	[1700, 1168, 1794, 1180]
article-paragraph: If treated properly, a cut or wound is quickly all right, but if neglected it sometimes leads to blood poisoning. All wounds should be kept clean and free from dirt, and Chamberlain's Pain Balm applied as quickly as possible. If applied to a cut at once, Chamberlain's Pain Balm will remove all pain and cause the part to heal without leaving a scar. Sold by Chamberlain's Ltd., 520 Riley Street, Sydney.*	[537, 1692, 772, 1787]
dateline: NELSON, March 9.	[680, 811, 772, 823]
article-paragraph: At the Army Rifle Championship meeting, continued to-day in warm dull weather, the cadet championship event was competed for, the title going to be Corporal C. Collyer, of Hokitika, with an aggregate of 190. E. McGill (Dunedin) was runner-up with 186.	[1047, 171, 1282, 230]
article-paragraph: (Continued on page 2.)	[1570, 692, 1664, 703]
divider-rule	[366, 1500, 431, 1501]
article-paragraph: In expressing appreciation on behalf of the visitors, Mr. J. Scott paid a tribute to the services rendered by the president of the Dominion Association.	[281, 1281, 516, 1316]
divider-rule	[1644, 800, 1708, 801]
article-paragraph: The visitors, with their ladies, were entertained at afternoon tea, and the players were later entertained at a smoke concert.	[281, 412, 516, 448]
divider-rule	[877, 554, 942, 556]
article-paragraph: The visit of the New South Wales bowlers, said Mr. A. W. Chapman, in proposing the toast of the New South Wales bowlers, would remain a red letter day of the Wairarapa Centre. One of the objects of bowling was to cement friendship. Visits of that kind would help them to understand each other better. Mr. Chapman concluded by paying a tribute to the work of Mr. J. Kerr (the green superintendent) and his assistants.	[281, 1181, 516, 1276]
article	[281, 1403, 516, 1661]
article-subheading: PROGRESS UNDER DIFFICULTIES.	[34, 1493, 252, 1508]
article-paragraph: The landing was conspicuous only by the absence of ceremony, and the actual landing was witnessed by only a dozen people. The Royal party drove a few hundred yards from the wharf to the railway station, where the usual formal address was read by the Mayor. Here the children from the public and convent schools were drawn up, and they cheered and waved their little flags. Afterwards the Duke and Duchess descended from the platform and walked between the ranks. The Duchess took particular notice of a group of Girl Guides.	[537, 332, 772, 451]
article	[26, 975, 261, 1434]
article-paragraph: The night-firing competition for rifles and machine guns was held to-night. The scores will not be counted till the morning.—(P.A.)	[1047, 1437, 1282, 1473]
article-paragraph: Labour agitators are doing their utmost to cause a railway strike. As a result of their violent methods, only two trains left for Nanking yesterday. Following on the defection of the Anwhei troops, the Southern forces are rapidly progressing in their advance upon Nanking.	[792, 1426, 1027, 1485]
article-paragraph: The party then embarked for Blenheim in a train consisting of the Royal car and two other carriages, a pilot engine going ahead of the short run to Blenheim. All on board the Renown were delighted with Wellington's cheery send-off last night, and the Duke's happy impromptu speech.	[537, 456, 772, 527]
columns-container	[16, 63, 1804, 2028]
dateline: AUCKLAND, March 9.	[661, 1372, 772, 1384]
article-headline: DETAILED RESULTS.	[1303, 552, 1538, 586]
article-subheading: REPORTS TO CONFERENCE.	[52, 1037, 234, 1052]
article-paragraph: The prisoner was sentenced to seven years' hard labour.	[281, 1585, 516, 1609]
article-paragraph: The Duke, who has taken to making little impromptu speeches, briefly addressed the Nelson children to-day. After their hearty greeting he said he had heard that some of them had come long distances, even as far as eighteen miles, and he and the Duchess thanked them very much for this.	[537, 889, 772, 960]
article-paragraph: Wilton, Staniforth, Stevens, Bell (s) 26; Andrews, Ellis, Thorpe, Yates (s) 15.	[281, 520, 516, 544]
article-headline: COMPETITORS FOR KING'S MEDAL.	[1047, 1000, 1282, 1056]
article	[537, 72, 771, 723]
article-paragraph: The visitors arrived from Palmerston North shortly after mid-day, and after lunching at the Hotel Midland, where they are quartered, they were conveyed to the Masterton Club's green, where they were officially welcomed by the Mayor (Mr. T. Jordan) and Mr. McKenzie (president of the Wairarapa Bowling Centre). Mr. Hardley (president of the New Zealand Bowling Association), who is accompanying the team on its Dominion tour, also spoke. The welcome was responded to by Mr. J. Scott (president of the New South Wales Association).	[281, 249, 516, 380]
article-headline: METHODIST MISSIONS.	[26, 975, 261, 1030]
article-headline: PROPER TREATMENT.	[537, 1643, 771, 1678]
article-headline: UNITY OF ODDFELLOWS.	[537, 1281, 771, 1336]
article-headline: CARTERTON SPORTS.	[1303, 72, 1538, 106]
article-subheading: YESTERDAY'S MATCH.	[337, 132, 460, 144]
article-paragraph: Boys' Half-mile Walk.—J. Linton 1, B. Feast 2, G. Neich 3. Time, 4min 28sec.	[1303, 1047, 1538, 1071]
dateline: NELSON, March 9.	[680, 1188, 772, 1201]
dateline: TRENTHAM, March 9.	[1173, 157, 1282, 169]
article-paragraph: 880 Yards Handicap.—E. Lawrance (65yds) 1; D. Priestley (25yds) 2, I. Hart (15yds) 3. Time, 2min 2-5sec. Won by eight yards each way.	[1303, 688, 1538, 723]
article-paragraph: Following are the scores, Wairarapa players being mentioned first:—	[281, 492, 516, 516]
article	[792, 72, 1027, 474]
article-paragraph: By special arrangement Reuter's world service in addition to other special sources of information is used in the compilation of the overseas intelligence published in this issue, and all rights therein in Australia and New Zealand are reserved.	[792, 1565, 1027, 1624]
article-paragraph: The monthly meeting of the Featherston School Committee was held last night, those present being: Messrs. C. Keneward (chairman), W. Nicie (secretary), F. Smith, F. Dohnt, G. Holdcroft, Murphy, Avery and F. L. Combs (headmaster).	[26, 541, 261, 600]
article-paragraph: The Carterton Amateur Athletic Club's electric light meeting was held at the Carterton Showgrounds last night before an attendance of about 2000 people. The weather was threatening, but save for a brief drizzle, the conditions remained favourable throughout the evening.	[1303, 174, 1538, 233]
column	[1038, 63, 1293, 2028]
divider-rule	[622, 1181, 687, 1182]
article-subheading: SUCCESSFUL NIGHT MEETING.	[1321, 112, 1520, 127]
article-paragraph: Mr. Justice Ostler commented upon the capable defence, and remarked that the protection which the law throws round citizens must be held sacred, and a serious crime against life must carry a lengthy sentence.—(P.A.)	[281, 1613, 516, 1661]
article	[1303, 1469, 1538, 1671]
